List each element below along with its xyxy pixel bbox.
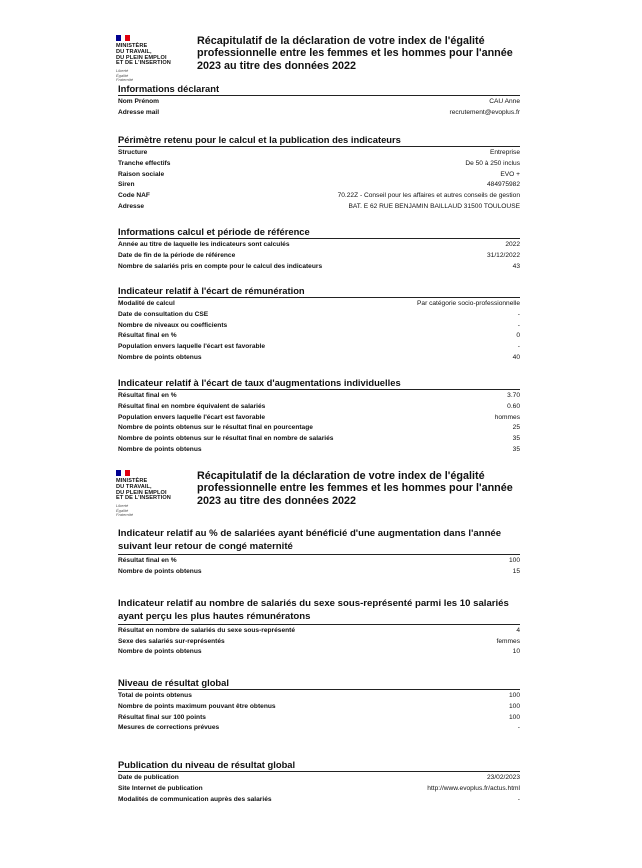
data-row	[118, 647, 520, 658]
row-value: -	[517, 343, 520, 351]
row-value: 3.70	[507, 392, 520, 399]
section-hautes-remunerations	[118, 597, 520, 658]
ministry-logo	[116, 470, 184, 522]
data-row	[118, 567, 520, 578]
data-row	[118, 148, 520, 159]
row-label: Adresse	[118, 202, 145, 210]
row-label: Nombre de salariés pris en compte pour le calcul des indicateurs	[118, 262, 323, 270]
ministry-line: DU PLEIN EMPLOI	[116, 54, 167, 61]
row-label: Date de fin de la période de référence	[118, 251, 236, 259]
data-row	[118, 251, 520, 262]
french-flag-icon	[116, 470, 130, 476]
flag-red	[125, 35, 130, 41]
data-row	[118, 321, 520, 332]
row-value: hommes	[494, 413, 520, 421]
row-label: Site Internet de publication	[118, 784, 203, 792]
row-label: Population envers laquelle l'écart est favorable	[118, 343, 266, 351]
row-value: 10	[512, 648, 520, 656]
row-value: 31/12/2022	[486, 251, 520, 259]
row-value: 35	[512, 435, 520, 443]
row-label: Structure	[118, 149, 148, 156]
data-row	[118, 434, 520, 445]
motto-line: Fraternité	[116, 77, 134, 82]
data-row	[118, 556, 520, 567]
row-value: 484975982	[486, 181, 520, 189]
row-label: Résultat final en %	[118, 556, 177, 564]
row-value: 100	[508, 556, 520, 564]
row-label: Code NAF	[118, 192, 150, 200]
motto-line: Fraternité	[116, 512, 134, 517]
row-label: Résultat final en %	[118, 332, 177, 340]
data-row	[118, 191, 520, 202]
row-label: Nombre de niveaux ou coefficients	[118, 321, 228, 329]
row-value: CAU Anne	[489, 98, 520, 105]
section-title: Indicateur relatif au % de salariées ayant bénéficié d'une augmentation dans l'année suivant leur retour de congé maternité	[118, 527, 520, 555]
section-ecart-remuneration	[118, 285, 520, 364]
row-value: 43	[512, 262, 520, 270]
ministry-line: DU PLEIN EMPLOI	[116, 489, 167, 496]
ministry-line: DU TRAVAIL,	[116, 483, 152, 490]
row-label: Nombre de points maximum pouvant être obtenus	[118, 702, 276, 710]
row-value: De 50 à 250 inclus	[465, 159, 520, 167]
data-row	[118, 413, 520, 424]
section-perimetre	[118, 134, 520, 213]
row-value: recrutement@evoplus.fr	[449, 108, 520, 116]
row-value: -	[517, 724, 520, 732]
motto-line: Liberté	[116, 503, 129, 509]
data-row	[118, 240, 520, 251]
row-label: Siren	[118, 181, 135, 189]
data-row	[118, 310, 520, 321]
row-value: -	[517, 310, 520, 318]
ministry-line: MINISTÈRE	[116, 478, 148, 484]
ministry-logo	[116, 35, 184, 87]
section-title: Indicateur relatif à l'écart de taux d'augmentations individuelles	[118, 377, 520, 390]
row-label: Résultat final en nombre équivalent de salariés	[118, 402, 266, 410]
row-label: Date de consultation du CSE	[118, 310, 209, 318]
flag-red	[125, 470, 130, 476]
section-title: Indicateur relatif au nombre de salariés du sexe sous-représenté parmi les 10 salariés ayant perçu les plus hautes rémunératons	[118, 597, 520, 625]
row-label: Nom Prénom	[118, 98, 160, 105]
row-value: femmes	[496, 637, 520, 645]
row-label: Nombre de points obtenus sur le résultat final en pourcentage	[118, 424, 313, 432]
row-label: Mesures de corrections prévues	[118, 724, 220, 732]
data-row	[118, 202, 520, 213]
data-row	[118, 723, 520, 734]
data-row	[118, 773, 520, 784]
row-label: Nombre de points obtenus	[118, 353, 202, 361]
row-label: Total de points obtenus	[118, 692, 192, 699]
republic-motto	[116, 504, 184, 517]
data-row	[118, 691, 520, 702]
row-value: -	[517, 795, 520, 803]
motto-line: Égalité	[116, 507, 129, 513]
row-value: 100	[508, 713, 520, 721]
row-label: Nombre de points obtenus	[118, 648, 202, 656]
row-value: 4	[516, 626, 520, 634]
document-title: Récapitulatif de la déclaration de votre index de l'égalité professionnelle entre les femmes et les hommes pour l'année 2023 au titre des données 2022	[197, 470, 513, 507]
row-label: Année au titre de laquelle les indicateurs sont calculés	[118, 241, 290, 248]
row-label: Raison sociale	[118, 170, 165, 178]
section-title: Informations calcul et période de référence	[118, 226, 520, 239]
row-label: Modalités de communication auprès des salariés	[118, 795, 272, 803]
row-label: Tranche effectifs	[118, 159, 171, 167]
row-value: 0.60	[507, 402, 520, 410]
section-informations-calcul	[118, 226, 520, 272]
republic-motto	[116, 69, 184, 82]
section-title: Périmètre retenu pour le calcul et la publication des indicateurs	[118, 134, 520, 147]
row-value: 15	[512, 567, 520, 575]
section-title: Niveau de résultat global	[118, 677, 520, 690]
section-conge-maternite	[118, 527, 520, 577]
row-value: BAT. E 62 RUE BENJAMIN BAILLAUD 31500 TOULOUSE	[348, 202, 520, 210]
data-row	[118, 702, 520, 713]
data-row	[118, 391, 520, 402]
row-value: 35	[512, 445, 520, 453]
data-row	[118, 353, 520, 364]
section-publication	[118, 759, 520, 805]
row-label: Population envers laquelle l'écart est favorable	[118, 413, 266, 421]
section-informations-declarant	[118, 83, 520, 119]
row-label: Nombre de points obtenus	[118, 445, 202, 453]
row-label: Nombre de points obtenus sur le résultat final en nombre de salariés	[118, 435, 334, 443]
data-row	[118, 170, 520, 181]
row-value: 100	[508, 692, 520, 699]
french-flag-icon	[116, 35, 130, 41]
section-title: Publication du niveau de résultat global	[118, 759, 520, 772]
data-row	[118, 713, 520, 724]
data-row	[118, 180, 520, 191]
row-value: 23/02/2023	[486, 774, 520, 781]
row-value: 70.22Z - Conseil pour les affaires et autres conseils de gestion	[337, 192, 520, 200]
row-label: Résultat final en %	[118, 392, 177, 399]
row-label: Résultat en nombre de salariés du sexe sous-représenté	[118, 626, 296, 634]
ministry-line: ET DE L'INSERTION	[116, 495, 171, 502]
row-label: Nombre de points obtenus	[118, 567, 202, 575]
data-row	[118, 784, 520, 795]
row-value: 25	[512, 424, 520, 432]
data-row	[118, 159, 520, 170]
data-row	[118, 331, 520, 342]
row-label: Adresse mail	[118, 108, 160, 116]
row-value: EVO +	[500, 170, 520, 178]
row-value: 100	[508, 702, 520, 710]
row-label: Modalité de calcul	[118, 300, 175, 307]
data-row	[118, 342, 520, 353]
publication-link[interactable]: http://www.evoplus.fr/actus.html	[427, 784, 520, 792]
motto-line: Égalité	[116, 72, 129, 78]
motto-line: Liberté	[116, 68, 129, 74]
ministry-name	[116, 44, 184, 67]
section-resultat-global	[118, 677, 520, 734]
ministry-line: MINISTÈRE	[116, 43, 148, 49]
data-row	[118, 795, 520, 806]
data-row	[118, 97, 520, 108]
data-row	[118, 626, 520, 637]
ministry-line: DU TRAVAIL,	[116, 48, 152, 55]
row-label: Résultat final sur 100 points	[118, 713, 206, 721]
row-label: Date de publication	[118, 774, 179, 781]
data-row	[118, 262, 520, 273]
data-row	[118, 402, 520, 413]
row-value: Par catégorie socio-professionnelle	[417, 300, 520, 307]
ministry-line: ET DE L'INSERTION	[116, 60, 171, 67]
row-value: -	[517, 321, 520, 329]
ministry-name	[116, 479, 184, 502]
section-title: Informations déclarant	[118, 83, 520, 96]
data-row	[118, 637, 520, 648]
section-ecart-augmentations	[118, 377, 520, 456]
row-value: Entreprise	[489, 149, 520, 156]
section-title: Indicateur relatif à l'écart de rémunération	[118, 285, 520, 298]
document-header	[116, 470, 524, 530]
data-row	[118, 299, 520, 310]
row-value: 0	[516, 332, 520, 340]
row-value: 2022	[505, 241, 520, 248]
row-value: 40	[512, 353, 520, 361]
row-label: Sexe des salariés sur-représentés	[118, 637, 225, 645]
document-title: Récapitulatif de la déclaration de votre index de l'égalité professionnelle entre les femmes et les hommes pour l'année 2023 au titre des données 2022	[197, 35, 513, 72]
data-row	[118, 445, 520, 456]
data-row	[118, 108, 520, 119]
data-row	[118, 423, 520, 434]
